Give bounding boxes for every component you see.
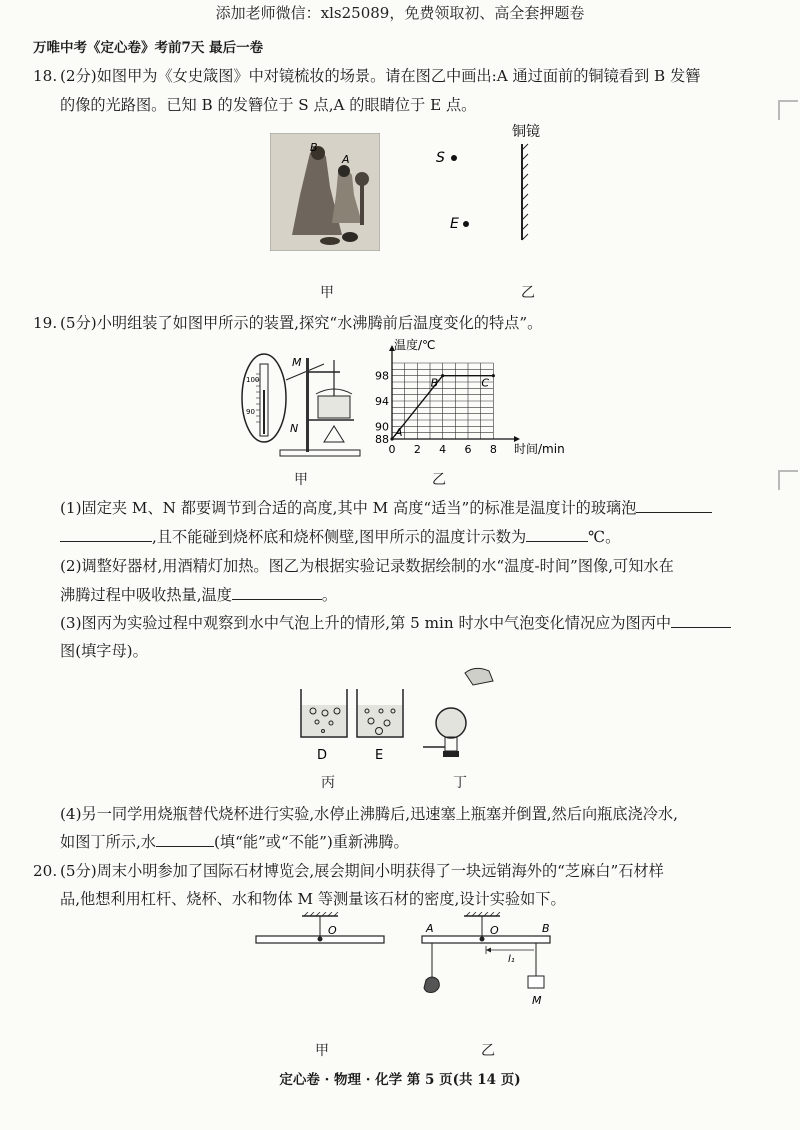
q19-part2-a: (2)调整好器材,用酒精灯加热。图乙为根据实验记录数据绘制的水“温度-时间”图像,可知水在 (60, 557, 674, 575)
lever-yi-l1: l₁ (508, 954, 515, 965)
lever-yi-m: M (532, 994, 542, 1007)
beaker-e-label: E (375, 748, 384, 763)
stand-base (280, 450, 360, 456)
q18-caption-jia: 甲 (320, 285, 334, 301)
q19-answer-1c[interactable] (526, 527, 588, 542)
chart-x-tick: 6 (464, 443, 472, 456)
chart-point-label: A (395, 426, 403, 439)
chart-x-tick: 2 (413, 443, 421, 456)
q19-answer-1a[interactable] (636, 498, 712, 513)
q18-number: 18. (33, 67, 58, 85)
q19-part3-a: (3)图丙为实验过程中观察到水中气泡上升的情形,第 5 min 时水中气泡变化情况应为图丙中 (60, 614, 672, 632)
q19-caption-bing: 丙 (321, 775, 335, 791)
q20-caption-jia: 甲 (315, 1043, 329, 1059)
q19-part2-line2 (60, 581, 337, 610)
q19-part4-b2: (填“能”或“不能”)重新沸腾。 (213, 833, 409, 851)
q19-intro: (5分)小明组装了如图甲所示的装置,探究“水沸腾前后温度变化的特点”。 (60, 314, 543, 332)
q18-mirror-diagram (430, 120, 560, 245)
beaker-d (301, 689, 347, 737)
chart-ylabel: 温度/℃ (394, 338, 436, 352)
lever-yi-b: B (542, 922, 550, 935)
beaker-e (357, 689, 403, 737)
lever-yi-o: O (490, 924, 499, 937)
q19-answer-2[interactable] (232, 585, 322, 600)
q20-lever-diagrams (250, 912, 560, 1022)
q19-part1-unit: ℃。 (588, 528, 621, 546)
q18-painting-image (270, 133, 380, 251)
page-edge-mark (778, 100, 798, 120)
point-e (463, 221, 469, 227)
chart-point (390, 437, 393, 440)
lever-jia (256, 912, 384, 943)
alcohol-lamp (324, 426, 344, 442)
chart-y-tick: 98 (375, 369, 389, 383)
thermo-tick-100: 100 (246, 376, 260, 384)
chart-x-tick: 0 (388, 443, 396, 456)
mirror-label: 铜镜 (512, 124, 540, 140)
q19-answer-1b[interactable] (60, 527, 152, 542)
header-note: 添加老师微信：xls25089，免费领取初、高全套押题卷 (215, 4, 585, 22)
chart-point-label: C (481, 376, 490, 390)
q19-caption-yi: 乙 (432, 472, 446, 488)
q20-text-line2: 品,他想利用杠杆、烧杯、水和物体 M 等测量该石材的密度,设计实验如下。 (60, 890, 566, 908)
q19-part1-b: ,且不能碰到烧杯底和烧杯侧壁,图甲所示的温度计示数为 (152, 528, 527, 546)
lever-yi-a: A (426, 922, 434, 935)
beaker (318, 396, 350, 418)
temp-time-chart (368, 335, 568, 465)
apparatus-label-n: N (290, 422, 299, 435)
object-m (528, 976, 544, 988)
q20-number: 20. (33, 862, 58, 880)
q19-part1-a: (1)固定夹 M、N 都要调节到合适的高度,其中 M 高度“适当”的标准是温度计的玻璃泡 (60, 499, 637, 517)
point-e-label: E (450, 216, 459, 232)
flask-ding (423, 668, 493, 757)
q19-caption-jia: 甲 (294, 472, 308, 488)
q19-part2-b: 沸腾过程中吸收热量,温度 (60, 586, 232, 604)
point-s-label: S (436, 150, 445, 166)
q19-part1-line2 (60, 523, 620, 552)
thermo-tick-90: 90 (246, 408, 255, 416)
painting-label-a: A (342, 153, 350, 166)
page-footer: 定心卷 · 物理 · 化学 第 5 页(共 14 页) (279, 1072, 521, 1088)
page-edge-mark (778, 470, 798, 490)
chart-y-tick: 88 (375, 433, 389, 446)
chart-point-label: B (430, 376, 439, 390)
q19-part4-line2 (60, 828, 409, 857)
q19-part4-b1: 如图丁所示,水 (60, 833, 156, 851)
q20-caption-yi: 乙 (481, 1043, 495, 1059)
series-title: 万唯中考《定心卷》考前7天 最后一卷 (33, 40, 264, 56)
q18-text-line1: (2分)如图甲为《女史箴图》中对镜梳妆的场景。请在图乙中画出:A 通过面前的铜镜看到 B 发簪 (60, 67, 701, 85)
chart-point (492, 374, 495, 377)
lever-jia-o: O (328, 924, 337, 937)
q18-text-line2: 的像的光路图。已知 B 的发簪位于 S 点,A 的眼睛位于 E 点。 (60, 96, 477, 114)
point-s (451, 155, 457, 161)
q19-answer-4[interactable] (156, 832, 214, 847)
q19-part2-end: 。 (321, 586, 338, 604)
q18-caption-yi: 乙 (521, 285, 535, 301)
chart-y-tick: 90 (375, 420, 389, 434)
stone-sample (424, 977, 439, 993)
chart-x-tick: 8 (489, 443, 497, 456)
chart-axes (389, 345, 520, 442)
lever-yi (422, 912, 550, 993)
q19-number: 19. (33, 314, 58, 332)
q19-part4-a: (4)另一同学用烧瓶替代烧杯进行实验,水停止沸腾后,迅速塞上瓶塞并倒置,然后向瓶底浇冷水, (60, 805, 678, 823)
q19-caption-ding: 丁 (453, 775, 467, 791)
chart-point (441, 374, 444, 377)
painting-label-b: B (310, 141, 318, 154)
q19-bubbles-and-flask (295, 665, 515, 770)
q19-part3-b: 图(填字母)。 (60, 642, 148, 660)
chart-xlabel: 时间/min (514, 442, 565, 456)
q19-part1-line1 (60, 494, 712, 523)
chart-y-tick: 94 (375, 395, 389, 408)
apparatus-label-m: M (292, 356, 302, 369)
q20-text-line1: (5分)周末小明参加了国际石材博览会,展会期间小明获得了一块远销海外的“芝麻白”石材样 (60, 862, 664, 880)
q19-apparatus (240, 350, 365, 460)
q19-part3-line1 (60, 609, 731, 638)
beaker-d-label: D (317, 748, 328, 763)
q19-answer-3[interactable] (671, 613, 731, 628)
chart-x-tick: 4 (439, 443, 447, 456)
